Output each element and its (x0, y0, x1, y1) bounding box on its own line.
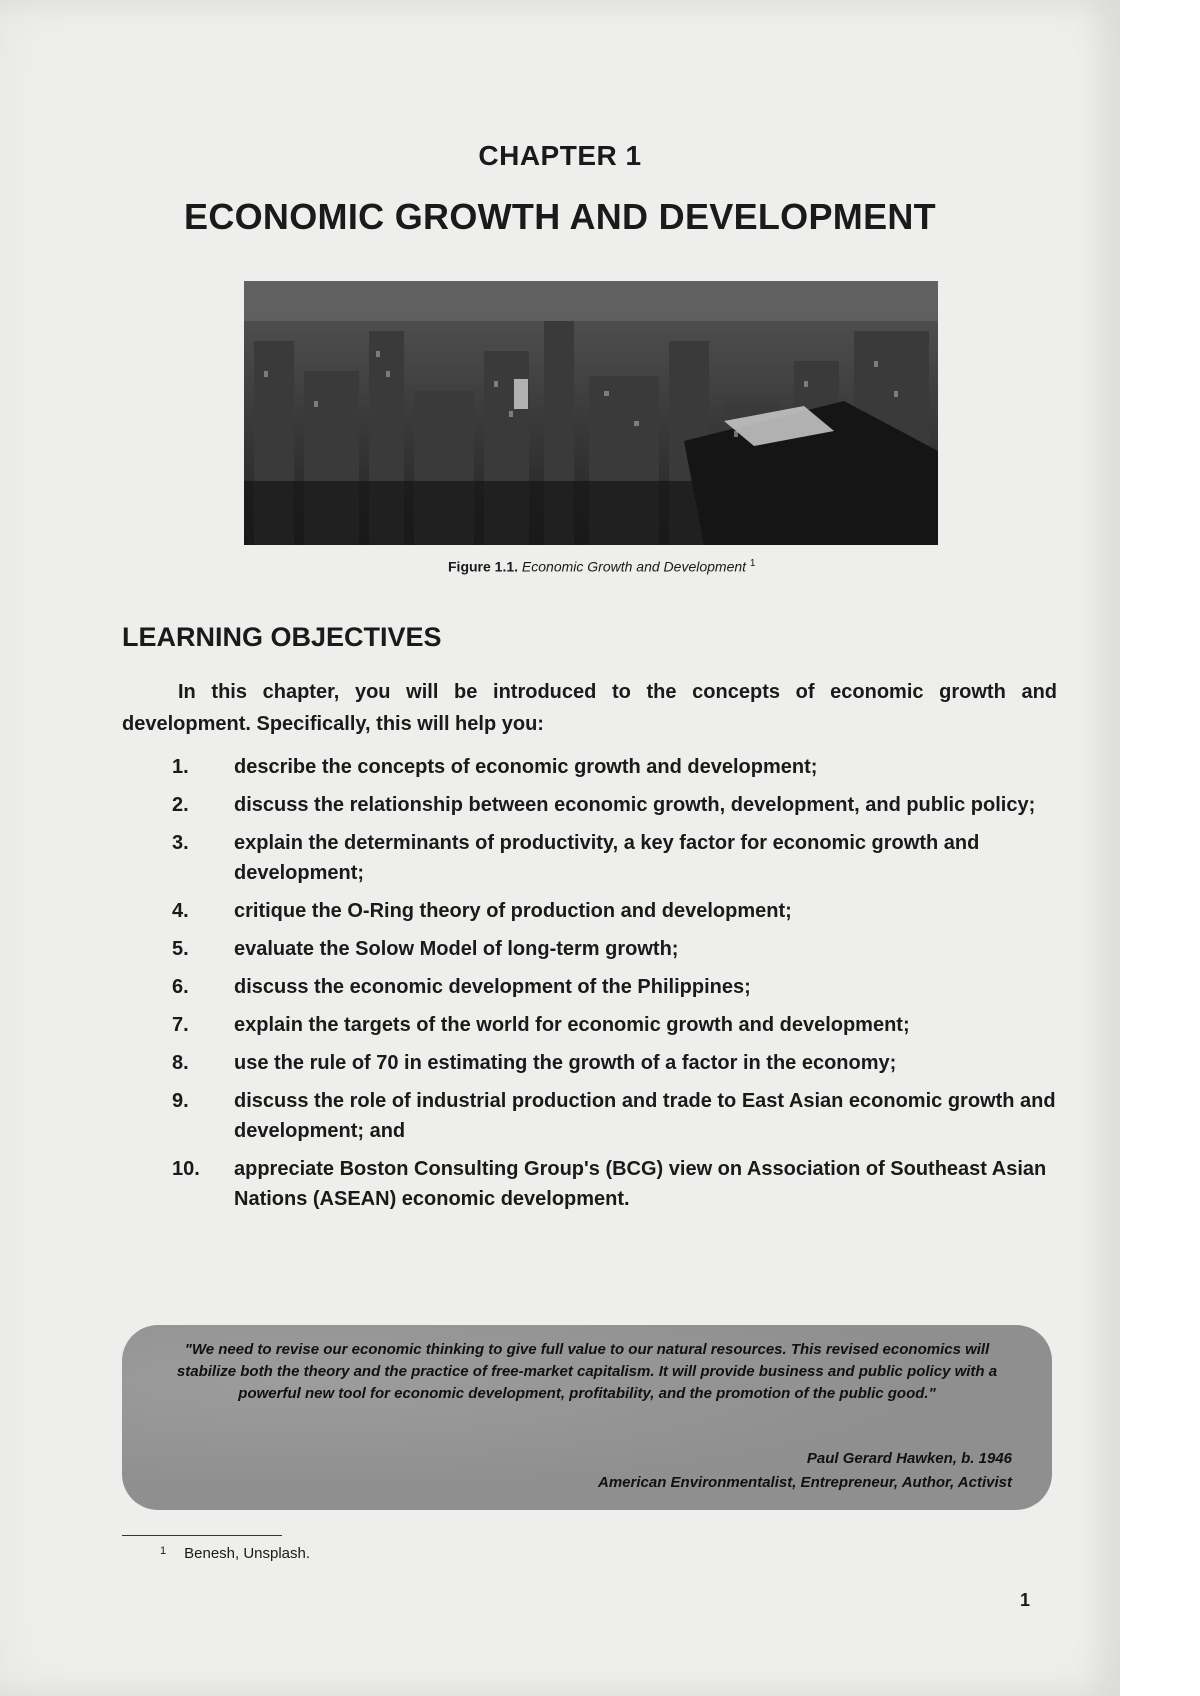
objective-text: evaluate the Solow Model of long-term growth; (234, 938, 679, 960)
footnote-number: 1 (160, 1545, 167, 1557)
objective-item (122, 1010, 1062, 1040)
chapter-title: ECONOMIC GROWTH AND DEVELOPMENT (184, 196, 936, 237)
footnote (160, 1545, 310, 1562)
objective-number: 10. (172, 1158, 200, 1180)
quote-box (122, 1325, 1052, 1510)
objective-number: 1. (172, 756, 189, 778)
objective-number: 6. (172, 976, 189, 998)
objective-text: explain the determinants of productivity, a key factor for economic growth and development; (234, 832, 980, 884)
objective-item (122, 1048, 1062, 1078)
figure-caption-title: Economic Growth and Development (521, 558, 747, 575)
figure-caption (448, 558, 755, 575)
objective-item (122, 1154, 1062, 1214)
figure-caption-label: Figure 1.1. (448, 558, 519, 575)
page-number: 1 (1020, 1590, 1031, 1610)
learning-objectives-heading: LEARNING OBJECTIVES (122, 622, 442, 652)
objective-number: 3. (172, 832, 189, 854)
objective-text: describe the concepts of economic growth and development; (234, 756, 818, 778)
objective-item (122, 1086, 1062, 1146)
quote-author-role: American Environmentalist, Entrepreneur, Author, Activist (598, 1474, 1012, 1491)
objective-item (122, 896, 1062, 926)
learning-objectives-intro: In this chapter, you will be introduced to the concepts of economic growth and development. Specifically, this will help you: (122, 681, 1057, 735)
objective-text: use the rule of 70 in estimating the growth of a factor in the economy; (234, 1052, 897, 1074)
objective-text: discuss the relationship between economic growth, development, and public policy; (234, 794, 1036, 816)
objective-text: explain the targets of the world for economic growth and development; (234, 1014, 910, 1036)
quote-author: Paul Gerard Hawken, b. 1946 (806, 1450, 1012, 1467)
objective-item (122, 934, 1062, 964)
objective-number: 2. (172, 794, 189, 816)
page-margin-background (1120, 0, 1200, 1696)
objective-number: 4. (172, 900, 189, 922)
quote-attribution (598, 1447, 1012, 1495)
city-skyline-photo (244, 281, 938, 545)
chapter-label: CHAPTER 1 (478, 140, 642, 171)
objectives-list (122, 752, 1062, 1222)
footnote-text: Benesh, Unsplash. (184, 1545, 311, 1562)
objective-text: critique the O-Ring theory of production and development; (234, 900, 792, 922)
objective-number: 5. (172, 938, 189, 960)
objective-item (122, 752, 1062, 782)
objective-number: 8. (172, 1052, 189, 1074)
figure-caption-ref: 1 (749, 558, 756, 569)
objective-number: 9. (172, 1090, 189, 1112)
footnote-divider (122, 1535, 282, 1536)
objective-number: 7. (172, 1014, 189, 1036)
objective-item (122, 972, 1062, 1002)
objective-item (122, 828, 1062, 888)
objective-item (122, 790, 1062, 820)
objective-text: discuss the role of industrial production and trade to East Asian economic growth and development; and (234, 1090, 1056, 1142)
quote-text: "We need to revise our economic thinking to give full value to our natural resources. This revised economics will stabilize both the theory and the practice of free-market capitalism. It will provide business and public policy with a powerful new tool for economic development, profitability, and the promotion of the public good." (176, 1341, 998, 1402)
objective-text: appreciate Boston Consulting Group's (BCG) view on Association of Southeast Asian Nations (ASEAN) economic development. (234, 1158, 1047, 1210)
objective-text: discuss the economic development of the Philippines; (234, 976, 751, 998)
